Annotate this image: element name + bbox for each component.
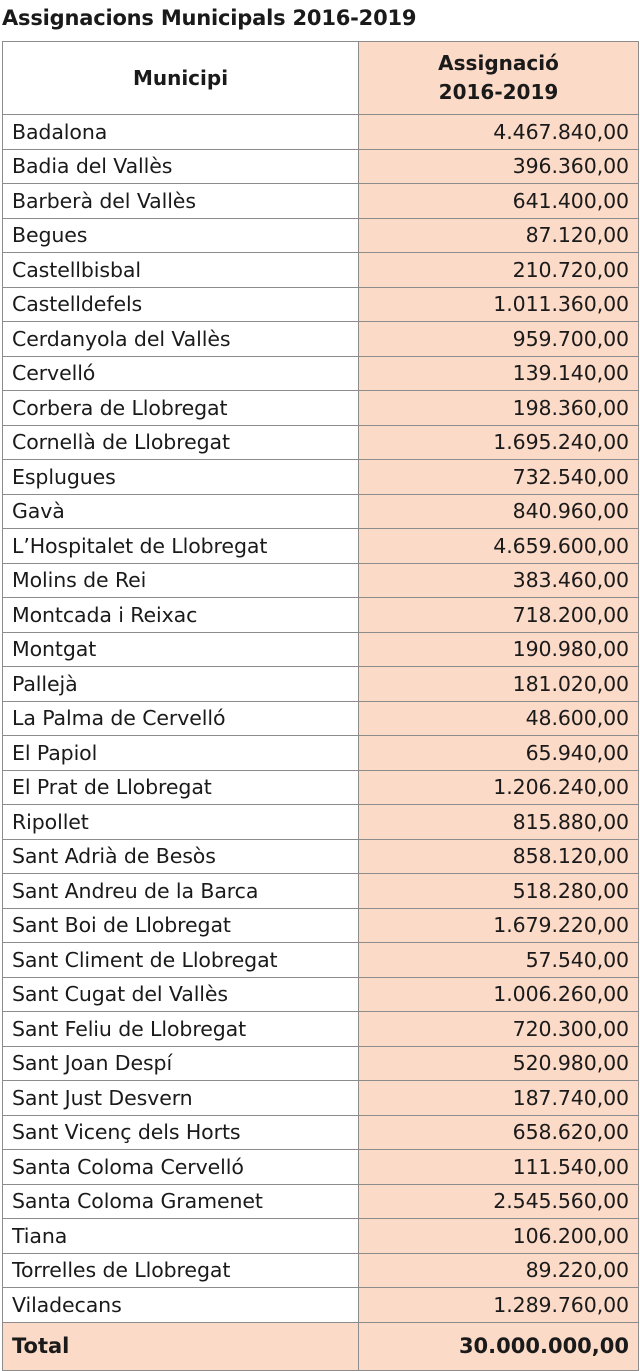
amount-cell: 65.940,00 — [359, 736, 639, 771]
table-row — [3, 391, 639, 426]
municipi-cell: Sant Climent de Llobregat — [3, 943, 359, 978]
amount-cell: 658.620,00 — [359, 1115, 639, 1150]
amount-cell: 139.140,00 — [359, 356, 639, 391]
municipi-cell: Gavà — [3, 494, 359, 529]
table-row — [3, 218, 639, 253]
amount-cell: 198.360,00 — [359, 391, 639, 426]
municipi-cell: Castelldefels — [3, 287, 359, 322]
municipi-cell: Montgat — [3, 632, 359, 667]
table-row — [3, 667, 639, 702]
table-row — [3, 1184, 639, 1219]
municipi-cell: Santa Coloma Cervelló — [3, 1150, 359, 1185]
amount-cell: 4.467.840,00 — [359, 115, 639, 150]
total-label: Total — [3, 1322, 359, 1370]
municipi-cell: Santa Coloma Gramenet — [3, 1184, 359, 1219]
amount-cell: 87.120,00 — [359, 218, 639, 253]
municipi-cell: L’Hospitalet de Llobregat — [3, 529, 359, 564]
table-row — [3, 977, 639, 1012]
amount-cell: 210.720,00 — [359, 253, 639, 288]
table-row — [3, 598, 639, 633]
municipi-cell: Sant Andreu de la Barca — [3, 874, 359, 909]
table-row — [3, 1219, 639, 1254]
assignments-table — [2, 41, 639, 1371]
amount-cell: 396.360,00 — [359, 149, 639, 184]
municipi-cell: Torrelles de Llobregat — [3, 1253, 359, 1288]
amount-cell: 1.289.760,00 — [359, 1288, 639, 1323]
amount-cell: 383.460,00 — [359, 563, 639, 598]
table-row — [3, 322, 639, 357]
amount-cell: 641.400,00 — [359, 184, 639, 219]
amount-cell: 1.695.240,00 — [359, 425, 639, 460]
table-row — [3, 632, 639, 667]
table-row — [3, 1046, 639, 1081]
table-row — [3, 701, 639, 736]
header-assignacio-line1: Assignació — [438, 51, 559, 75]
table-row — [3, 149, 639, 184]
table-row — [3, 874, 639, 909]
table-row — [3, 839, 639, 874]
table-row — [3, 425, 639, 460]
table-row — [3, 563, 639, 598]
table-row — [3, 115, 639, 150]
municipi-cell: Tiana — [3, 1219, 359, 1254]
total-amount: 30.000.000,00 — [359, 1322, 639, 1370]
table-row — [3, 356, 639, 391]
municipi-cell: Sant Just Desvern — [3, 1081, 359, 1116]
table-row — [3, 529, 639, 564]
amount-cell: 2.545.560,00 — [359, 1184, 639, 1219]
table-row — [3, 494, 639, 529]
amount-cell: 718.200,00 — [359, 598, 639, 633]
table-row — [3, 184, 639, 219]
amount-cell: 1.206.240,00 — [359, 770, 639, 805]
header-assignacio-line2: 2016-2019 — [438, 80, 559, 104]
table-row — [3, 1115, 639, 1150]
municipi-cell: Viladecans — [3, 1288, 359, 1323]
municipi-cell: Sant Feliu de Llobregat — [3, 1012, 359, 1047]
page-title: Assignacions Municipals 2016-2019 — [2, 6, 417, 30]
amount-cell: 520.980,00 — [359, 1046, 639, 1081]
municipi-cell: Sant Cugat del Vallès — [3, 977, 359, 1012]
municipi-cell: Begues — [3, 218, 359, 253]
municipi-cell: Montcada i Reixac — [3, 598, 359, 633]
amount-cell: 720.300,00 — [359, 1012, 639, 1047]
table-row — [3, 943, 639, 978]
total-row — [3, 1322, 639, 1370]
municipi-cell: Castellbisbal — [3, 253, 359, 288]
table-body — [3, 115, 639, 1323]
amount-cell: 181.020,00 — [359, 667, 639, 702]
header-municipi: Municipi — [3, 42, 359, 115]
municipi-cell: Sant Boi de Llobregat — [3, 908, 359, 943]
amount-cell: 190.980,00 — [359, 632, 639, 667]
municipi-cell: Sant Vicenç dels Horts — [3, 1115, 359, 1150]
table-row — [3, 287, 639, 322]
header-assignacio — [359, 42, 639, 115]
municipi-cell: Badia del Vallès — [3, 149, 359, 184]
table-row — [3, 908, 639, 943]
table-row — [3, 1081, 639, 1116]
municipi-cell: Sant Adrià de Besòs — [3, 839, 359, 874]
amount-cell: 815.880,00 — [359, 805, 639, 840]
municipi-cell: Barberà del Vallès — [3, 184, 359, 219]
table-row — [3, 1288, 639, 1323]
amount-cell: 57.540,00 — [359, 943, 639, 978]
municipi-cell: Ripollet — [3, 805, 359, 840]
table-row — [3, 770, 639, 805]
amount-cell: 840.960,00 — [359, 494, 639, 529]
municipi-cell: El Papiol — [3, 736, 359, 771]
amount-cell: 732.540,00 — [359, 460, 639, 495]
municipi-cell: Cervelló — [3, 356, 359, 391]
amount-cell: 858.120,00 — [359, 839, 639, 874]
amount-cell: 1.011.360,00 — [359, 287, 639, 322]
municipi-cell: El Prat de Llobregat — [3, 770, 359, 805]
table-row — [3, 1253, 639, 1288]
municipi-cell: Cerdanyola del Vallès — [3, 322, 359, 357]
municipi-cell: Esplugues — [3, 460, 359, 495]
table-row — [3, 1012, 639, 1047]
municipi-cell: Pallejà — [3, 667, 359, 702]
municipi-cell: Corbera de Llobregat — [3, 391, 359, 426]
table-row — [3, 460, 639, 495]
table-row — [3, 805, 639, 840]
municipi-cell: Badalona — [3, 115, 359, 150]
amount-cell: 1.006.260,00 — [359, 977, 639, 1012]
table-header-row — [3, 42, 639, 115]
table-row — [3, 736, 639, 771]
amount-cell: 89.220,00 — [359, 1253, 639, 1288]
table-row — [3, 1150, 639, 1185]
municipi-cell: Cornellà de Llobregat — [3, 425, 359, 460]
amount-cell: 111.540,00 — [359, 1150, 639, 1185]
amount-cell: 4.659.600,00 — [359, 529, 639, 564]
municipi-cell: La Palma de Cervelló — [3, 701, 359, 736]
amount-cell: 1.679.220,00 — [359, 908, 639, 943]
amount-cell: 187.740,00 — [359, 1081, 639, 1116]
amount-cell: 48.600,00 — [359, 701, 639, 736]
municipi-cell: Molins de Rei — [3, 563, 359, 598]
municipi-cell: Sant Joan Despí — [3, 1046, 359, 1081]
amount-cell: 518.280,00 — [359, 874, 639, 909]
amount-cell: 959.700,00 — [359, 322, 639, 357]
table-row — [3, 253, 639, 288]
amount-cell: 106.200,00 — [359, 1219, 639, 1254]
